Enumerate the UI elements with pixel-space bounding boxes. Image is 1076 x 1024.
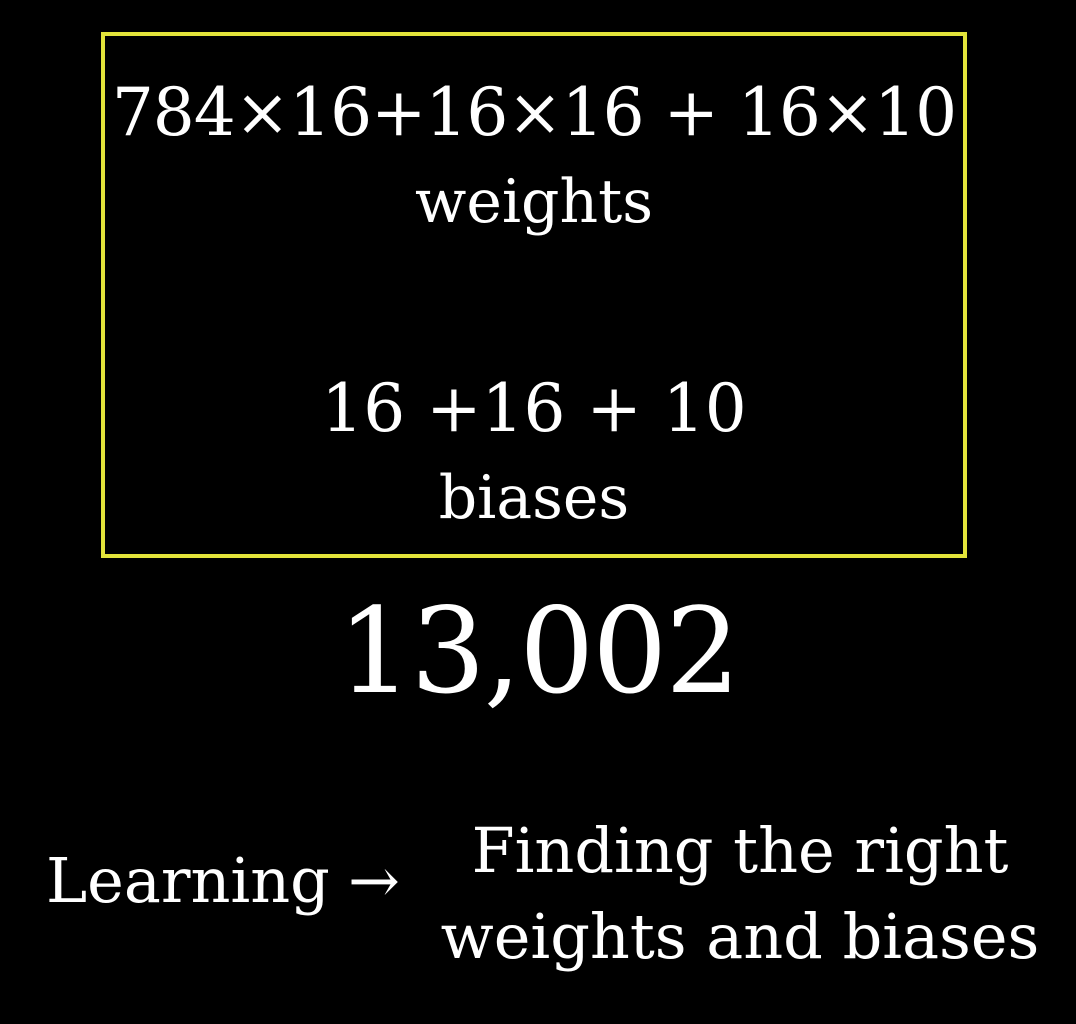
biases-label: biases <box>438 463 630 533</box>
learning-term: Learning <box>46 844 330 917</box>
learning-goal-line-2: weights and biases <box>440 900 1040 973</box>
right-arrow-icon: → <box>348 844 400 917</box>
learning-definition <box>0 800 1076 973</box>
total-parameter-count: 13,002 <box>337 582 739 720</box>
weights-label: weights <box>414 167 653 237</box>
learning-goal-line-1: Finding the right <box>471 814 1009 887</box>
parameter-count-box <box>101 32 967 558</box>
learning-goal <box>440 808 1040 980</box>
biases-formula: 16 +16 + 10 <box>321 370 747 447</box>
weights-formula: 784×16+16×16 + 16×10 <box>111 74 957 151</box>
